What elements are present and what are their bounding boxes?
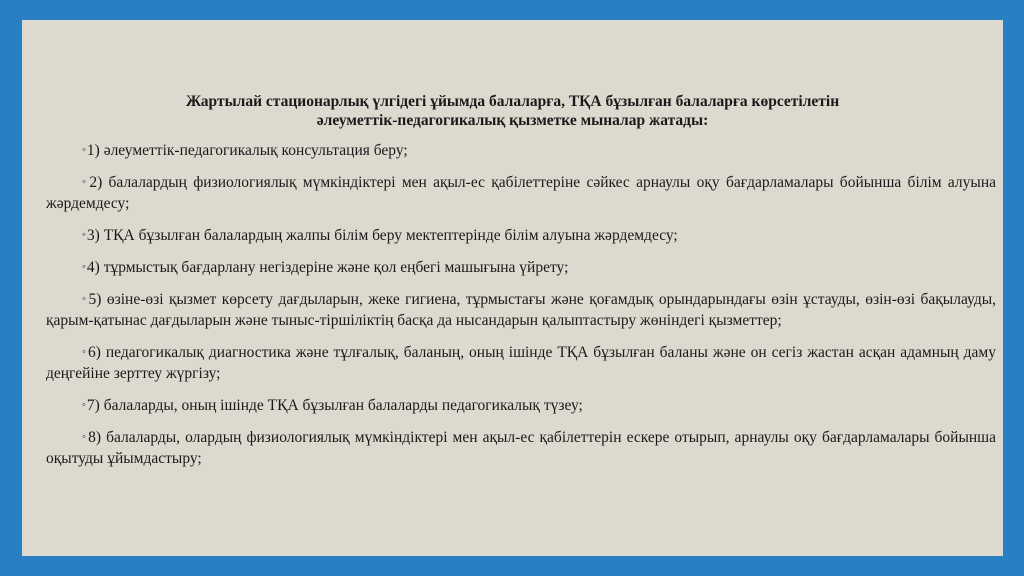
list-item-text: 6) педагогикалық диагностика және тұлғалық, баланың, оның ішінде ТҚА бұзылған баланы және он сегіз жастан асқан адамның даму деңгейіне зерттеу жүргізу; (46, 344, 996, 382)
list-item (46, 342, 996, 384)
list-item (46, 427, 996, 469)
bullet-icon: ◦ (82, 261, 86, 273)
list-item (46, 289, 996, 331)
service-list (46, 140, 996, 480)
bullet-icon: ◦ (82, 431, 88, 443)
list-item (46, 257, 996, 278)
slide-title (52, 92, 973, 130)
list-item-text: 4) тұрмыстық бағдарлану негіздеріне және қол еңбегі машығына үйрету; (86, 259, 569, 276)
list-item-text: 3) ТҚА бұзылған балалардың жалпы білім беру мектептерінде білім алуына жәрдемдесу; (86, 227, 678, 244)
list-item-text: 7) балаларды, оның ішінде ТҚА бұзылған балаларды педагогикалық түзеу; (86, 397, 583, 414)
bullet-icon: ◦ (82, 229, 86, 241)
slide (22, 20, 1003, 556)
bullet-icon: ◦ (82, 176, 89, 188)
slide-title-line-1: Жартылай стационарлық үлгідегі ұйымда балаларға, ТҚА бұзылған балаларға көрсетілетін (185, 93, 840, 110)
bullet-icon: ◦ (82, 346, 87, 358)
list-item-text: 2) балалардың физиологиялық мүмкіндіктері мен ақыл-ес қабілеттеріне сәйкес арнаулы оқу бағдарламалары бойынша білім алуына жәрдемдесу; (46, 174, 996, 212)
list-item-text: 8) балаларды, олардың физиологиялық мүмкіндіктері мен ақыл-ес қабілеттерін ескере отырып, арнаулы оқу бағдарламалары бойынша оқытуды ұйымдастыру; (46, 429, 997, 467)
bullet-icon: ◦ (82, 144, 86, 156)
list-item (46, 140, 996, 161)
list-item (46, 395, 996, 416)
list-item (46, 172, 996, 214)
list-item-text: 5) өзіне-өзі қызмет көрсету дағдыларын, жеке гигиена, тұрмыстағы және қоғамдық орындарындағы өзін ұстауды, өзін-өзі бақылауды, қарым-қатынас дағдыларын және тыныс-тіршіліктің басқа да нысандарын қалыптастыру жөніндегі қызметтер; (46, 291, 996, 329)
bullet-icon: ◦ (82, 293, 88, 305)
list-item (46, 225, 996, 246)
slide-title-line-2: әлеуметтік-педагогикалық қызметке мыналар жатады: (316, 112, 709, 129)
bullet-icon: ◦ (82, 399, 86, 411)
list-item-text: 1) әлеуметтік-педагогикалық консультация беру; (86, 142, 408, 159)
